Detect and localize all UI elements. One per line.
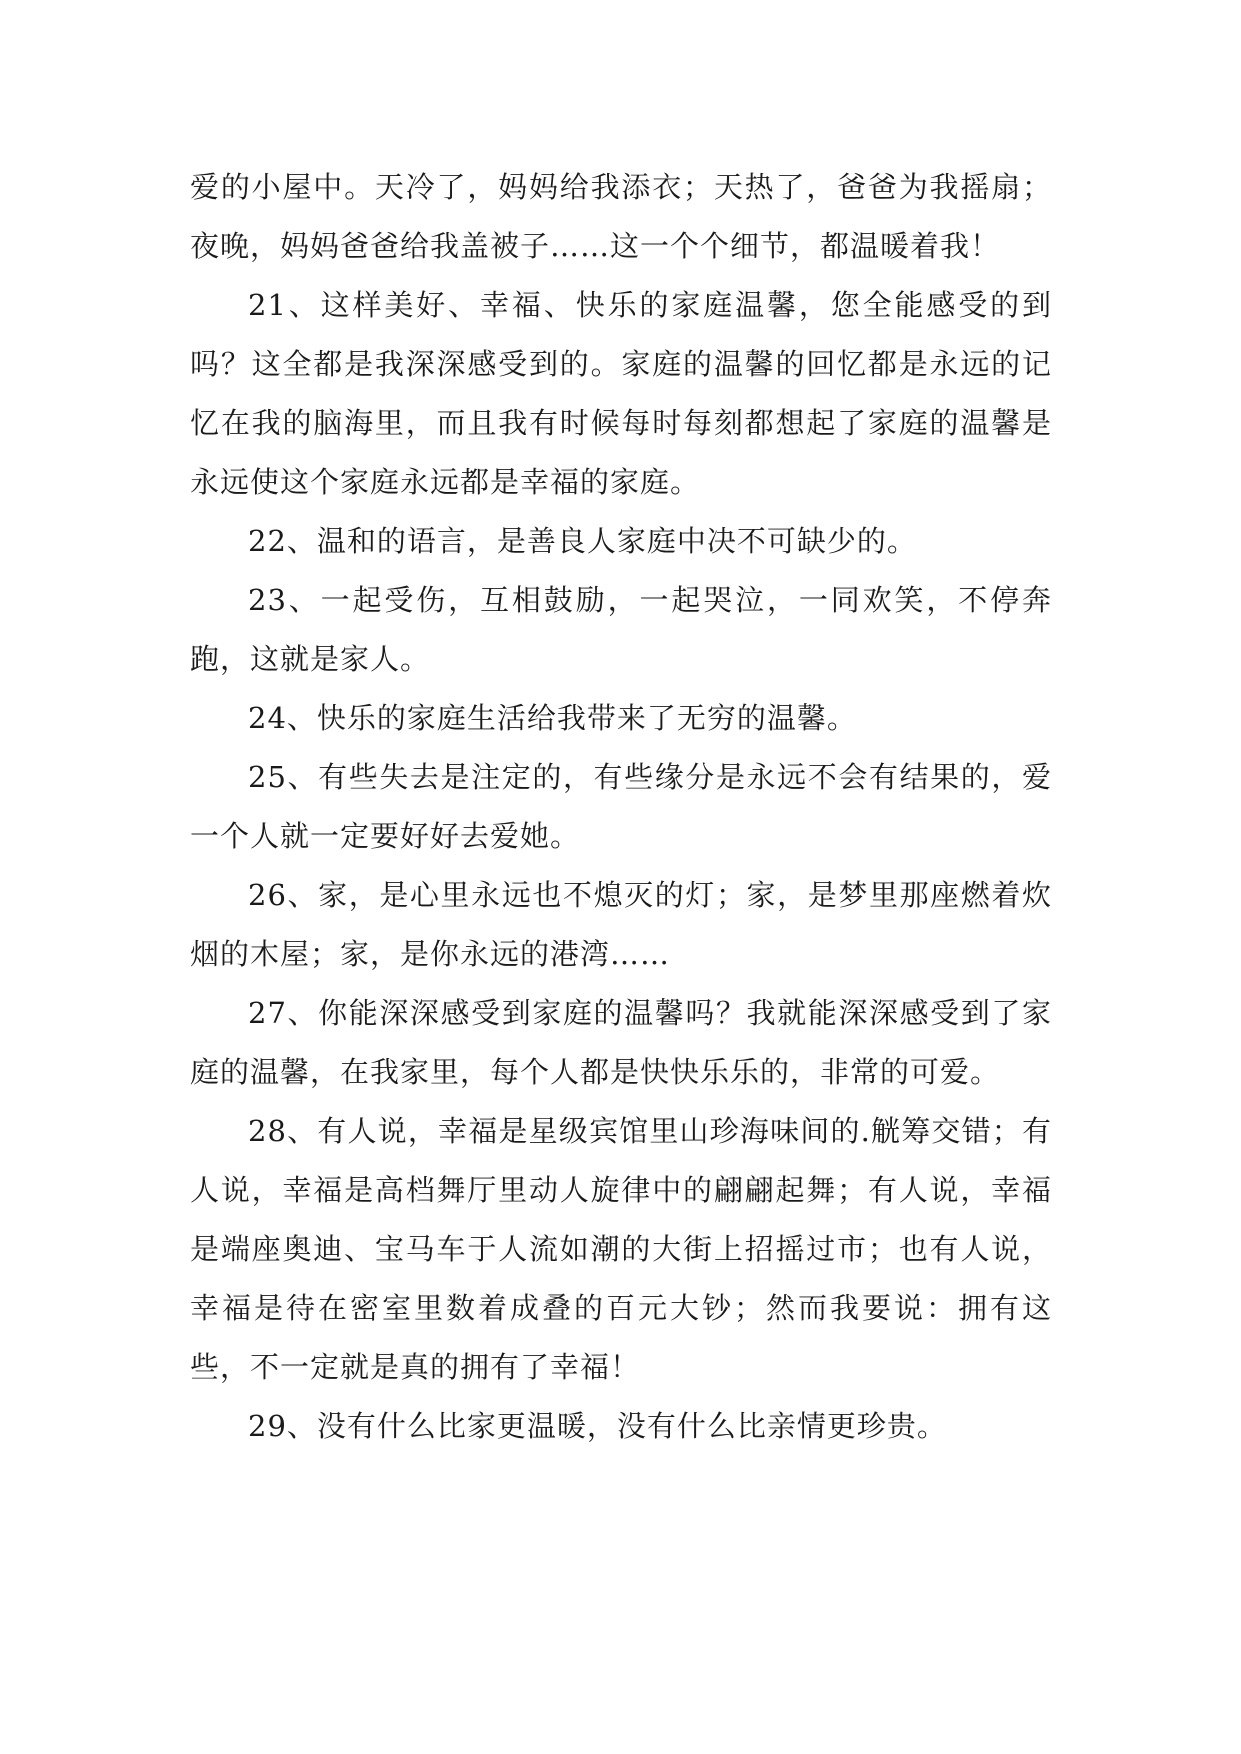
paragraph-continuation: 爱的小屋中。天冷了，妈妈给我添衣；天热了，爸爸为我摇扇；夜晚，妈妈爸爸给我盖被子……这一个个细节，都温暖着我！ bbox=[190, 170, 1052, 263]
paragraph-22: 22、温和的语言，是善良人家庭中决不可缺少的。 bbox=[248, 524, 917, 558]
paragraph-24: 24、快乐的家庭生活给我带来了无穷的温馨。 bbox=[248, 701, 857, 735]
paragraph-28: 28、有人说，幸福是星级宾馆里山珍海味间的.觥筹交错；有人说，幸福是高档舞厅里动人旋律中的翩翩起舞；有人说，幸福是端座奥迪、宝马车于人流如潮的大街上招摇过市；也有人说，幸福是待在密室里数着成叠的百元大钞；然而我要说：拥有这些，不一定就是真的拥有了幸福！ bbox=[190, 1114, 1052, 1384]
paragraph-25: 25、有些失去是注定的，有些缘分是永远不会有结果的，爱一个人就一定要好好去爱她。 bbox=[190, 760, 1052, 853]
paragraph-23: 23、一起受伤，互相鼓励，一起哭泣，一同欢笑，不停奔跑，这就是家人。 bbox=[190, 583, 1052, 676]
document-body bbox=[190, 158, 1052, 1456]
paragraph-26: 26、家，是心里永远也不熄灭的灯；家，是梦里那座燃着炊烟的木屋；家，是你永远的港湾…… bbox=[190, 878, 1052, 971]
paragraph-29: 29、没有什么比家更温暖，没有什么比亲情更珍贵。 bbox=[248, 1409, 947, 1443]
paragraph-27: 27、你能深深感受到家庭的温馨吗？我就能深深感受到了家庭的温馨，在我家里，每个人都是快快乐乐的，非常的可爱。 bbox=[190, 996, 1052, 1089]
paragraph-21: 21、这样美好、幸福、快乐的家庭温馨，您全能感受的到吗？这全都是我深深感受到的。家庭的温馨的回忆都是永远的记忆在我的脑海里，而且我有时候每时每刻都想起了家庭的温馨是永远使这个家庭永远都是幸福的家庭。 bbox=[190, 288, 1052, 499]
